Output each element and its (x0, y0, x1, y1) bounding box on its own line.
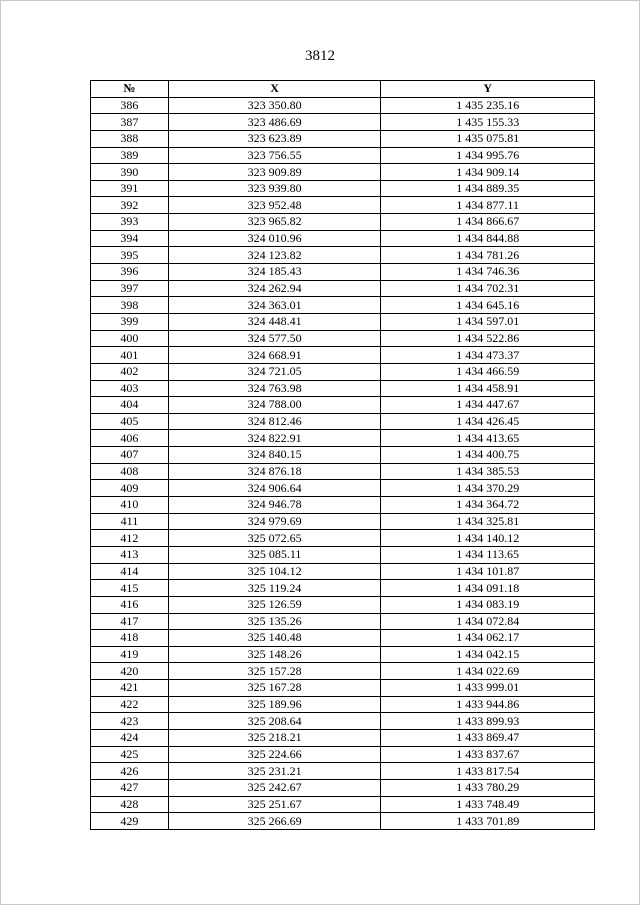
cell-x: 325 135.26 (168, 613, 381, 630)
table-row (91, 197, 595, 214)
cell-number: 404 (91, 397, 169, 414)
cell-number: 424 (91, 729, 169, 746)
cell-x: 323 623.89 (168, 130, 381, 147)
cell-y: 1 434 325.81 (381, 513, 595, 530)
cell-x: 323 350.80 (168, 97, 381, 114)
cell-x: 324 262.94 (168, 280, 381, 297)
table-row (91, 663, 595, 680)
column-header-y: Y (381, 81, 595, 98)
table-row (91, 596, 595, 613)
cell-x: 325 231.21 (168, 763, 381, 780)
table-row (91, 247, 595, 264)
cell-number: 425 (91, 746, 169, 763)
cell-x: 325 224.66 (168, 746, 381, 763)
table-row (91, 330, 595, 347)
cell-number: 398 (91, 297, 169, 314)
cell-x: 324 906.64 (168, 480, 381, 497)
cell-number: 399 (91, 313, 169, 330)
cell-x: 325 251.67 (168, 796, 381, 813)
cell-y: 1 433 944.86 (381, 696, 595, 713)
cell-number: 403 (91, 380, 169, 397)
table-row (91, 380, 595, 397)
cell-x: 324 721.05 (168, 363, 381, 380)
table-row (91, 297, 595, 314)
table-row (91, 280, 595, 297)
cell-number: 411 (91, 513, 169, 530)
cell-number: 405 (91, 413, 169, 430)
cell-number: 418 (91, 630, 169, 647)
cell-y: 1 434 866.67 (381, 214, 595, 231)
table-row (91, 497, 595, 514)
cell-number: 406 (91, 430, 169, 447)
table-row (91, 447, 595, 464)
cell-x: 325 157.28 (168, 663, 381, 680)
table-row (91, 230, 595, 247)
cell-number: 409 (91, 480, 169, 497)
table-row (91, 713, 595, 730)
table-body (91, 97, 595, 829)
table-row (91, 114, 595, 131)
cell-number: 401 (91, 347, 169, 364)
cell-y: 1 434 447.67 (381, 397, 595, 414)
table-row (91, 680, 595, 697)
cell-y: 1 434 062.17 (381, 630, 595, 647)
cell-number: 419 (91, 646, 169, 663)
table-row (91, 463, 595, 480)
cell-y: 1 434 995.76 (381, 147, 595, 164)
cell-x: 325 189.96 (168, 696, 381, 713)
cell-y: 1 433 817.54 (381, 763, 595, 780)
table-row (91, 164, 595, 181)
cell-y: 1 434 702.31 (381, 280, 595, 297)
cell-x: 324 668.91 (168, 347, 381, 364)
cell-number: 422 (91, 696, 169, 713)
cell-y: 1 434 101.87 (381, 563, 595, 580)
cell-y: 1 434 091.18 (381, 580, 595, 597)
table-row (91, 813, 595, 830)
table-row (91, 796, 595, 813)
cell-x: 323 939.80 (168, 180, 381, 197)
cell-x: 323 965.82 (168, 214, 381, 231)
cell-y: 1 434 597.01 (381, 313, 595, 330)
cell-y: 1 433 701.89 (381, 813, 595, 830)
cell-x: 323 486.69 (168, 114, 381, 131)
cell-y: 1 434 042.15 (381, 646, 595, 663)
cell-number: 388 (91, 130, 169, 147)
cell-number: 417 (91, 613, 169, 630)
cell-x: 325 148.26 (168, 646, 381, 663)
cell-number: 391 (91, 180, 169, 197)
cell-x: 324 363.01 (168, 297, 381, 314)
cell-y: 1 434 645.16 (381, 297, 595, 314)
table-row (91, 130, 595, 147)
cell-x: 325 218.21 (168, 729, 381, 746)
cell-number: 414 (91, 563, 169, 580)
column-header-x: X (168, 81, 381, 98)
table-row (91, 97, 595, 114)
table-row (91, 646, 595, 663)
cell-y: 1 433 869.47 (381, 729, 595, 746)
cell-number: 386 (91, 97, 169, 114)
cell-y: 1 434 022.69 (381, 663, 595, 680)
cell-y: 1 434 909.14 (381, 164, 595, 181)
cell-number: 428 (91, 796, 169, 813)
cell-number: 426 (91, 763, 169, 780)
cell-x: 324 812.46 (168, 413, 381, 430)
cell-x: 323 952.48 (168, 197, 381, 214)
cell-x: 325 085.11 (168, 546, 381, 563)
cell-number: 396 (91, 264, 169, 281)
cell-y: 1 434 877.11 (381, 197, 595, 214)
table-row (91, 430, 595, 447)
cell-y: 1 434 083.19 (381, 596, 595, 613)
cell-y: 1 435 235.16 (381, 97, 595, 114)
cell-x: 323 756.55 (168, 147, 381, 164)
table-row (91, 613, 595, 630)
cell-number: 420 (91, 663, 169, 680)
table-row (91, 779, 595, 796)
cell-y: 1 434 072.84 (381, 613, 595, 630)
table-row (91, 729, 595, 746)
table-row (91, 397, 595, 414)
cell-y: 1 434 140.12 (381, 530, 595, 547)
cell-number: 400 (91, 330, 169, 347)
table-header-row (91, 81, 595, 98)
column-header-number: № (91, 81, 169, 98)
cell-x: 324 840.15 (168, 447, 381, 464)
cell-x: 324 448.41 (168, 313, 381, 330)
table-row (91, 696, 595, 713)
cell-y: 1 434 370.29 (381, 480, 595, 497)
cell-y: 1 434 844.88 (381, 230, 595, 247)
cell-y: 1 434 473.37 (381, 347, 595, 364)
cell-x: 324 763.98 (168, 380, 381, 397)
cell-y: 1 435 075.81 (381, 130, 595, 147)
cell-y: 1 434 466.59 (381, 363, 595, 380)
table-row (91, 264, 595, 281)
cell-x: 324 979.69 (168, 513, 381, 530)
table-row (91, 413, 595, 430)
table-row (91, 480, 595, 497)
cell-number: 410 (91, 497, 169, 514)
cell-x: 325 266.69 (168, 813, 381, 830)
table-row (91, 513, 595, 530)
cell-y: 1 433 837.67 (381, 746, 595, 763)
cell-x: 324 946.78 (168, 497, 381, 514)
cell-y: 1 434 781.26 (381, 247, 595, 264)
cell-x: 324 185.43 (168, 264, 381, 281)
cell-number: 389 (91, 147, 169, 164)
cell-x: 325 208.64 (168, 713, 381, 730)
cell-x: 324 822.91 (168, 430, 381, 447)
cell-x: 323 909.89 (168, 164, 381, 181)
cell-number: 421 (91, 680, 169, 697)
table-row (91, 530, 595, 547)
table-row (91, 347, 595, 364)
table-row (91, 763, 595, 780)
cell-number: 393 (91, 214, 169, 231)
cell-x: 324 010.96 (168, 230, 381, 247)
cell-number: 394 (91, 230, 169, 247)
cell-number: 429 (91, 813, 169, 830)
cell-number: 423 (91, 713, 169, 730)
cell-number: 397 (91, 280, 169, 297)
table-row (91, 313, 595, 330)
cell-number: 413 (91, 546, 169, 563)
coordinates-table (90, 80, 595, 830)
cell-y: 1 434 413.65 (381, 430, 595, 447)
table-row (91, 546, 595, 563)
cell-number: 392 (91, 197, 169, 214)
cell-x: 325 126.59 (168, 596, 381, 613)
table-row (91, 180, 595, 197)
table-row (91, 563, 595, 580)
cell-x: 324 788.00 (168, 397, 381, 414)
cell-x: 325 119.24 (168, 580, 381, 597)
table-row (91, 746, 595, 763)
cell-number: 412 (91, 530, 169, 547)
cell-y: 1 434 889.35 (381, 180, 595, 197)
cell-x: 324 123.82 (168, 247, 381, 264)
cell-number: 415 (91, 580, 169, 597)
cell-y: 1 435 155.33 (381, 114, 595, 131)
cell-y: 1 434 746.36 (381, 264, 595, 281)
cell-number: 407 (91, 447, 169, 464)
cell-number: 416 (91, 596, 169, 613)
cell-number: 402 (91, 363, 169, 380)
cell-y: 1 433 999.01 (381, 680, 595, 697)
cell-y: 1 434 522.86 (381, 330, 595, 347)
cell-y: 1 434 426.45 (381, 413, 595, 430)
cell-x: 324 876.18 (168, 463, 381, 480)
cell-y: 1 434 385.53 (381, 463, 595, 480)
page-number: 3812 (305, 48, 335, 64)
table-row (91, 147, 595, 164)
cell-number: 395 (91, 247, 169, 264)
cell-x: 324 577.50 (168, 330, 381, 347)
table-row (91, 363, 595, 380)
cell-x: 325 072.65 (168, 530, 381, 547)
cell-x: 325 104.12 (168, 563, 381, 580)
cell-x: 325 167.28 (168, 680, 381, 697)
cell-y: 1 434 400.75 (381, 447, 595, 464)
cell-y: 1 434 458.91 (381, 380, 595, 397)
cell-y: 1 433 748.49 (381, 796, 595, 813)
cell-y: 1 433 780.29 (381, 779, 595, 796)
cell-y: 1 434 364.72 (381, 497, 595, 514)
cell-y: 1 433 899.93 (381, 713, 595, 730)
table-row (91, 630, 595, 647)
cell-y: 1 434 113.65 (381, 546, 595, 563)
cell-number: 408 (91, 463, 169, 480)
cell-number: 390 (91, 164, 169, 181)
cell-number: 387 (91, 114, 169, 131)
cell-number: 427 (91, 779, 169, 796)
cell-x: 325 242.67 (168, 779, 381, 796)
table-row (91, 580, 595, 597)
table-row (91, 214, 595, 231)
cell-x: 325 140.48 (168, 630, 381, 647)
